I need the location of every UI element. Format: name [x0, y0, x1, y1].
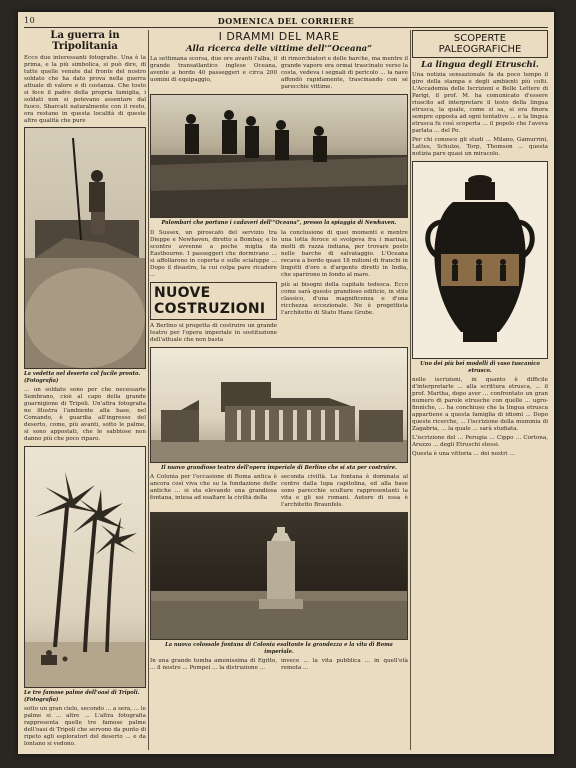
- palms-photo-drawing: [25, 447, 145, 687]
- article-text: L'iscrizione del ... Perugia ... Cippo ... Cortona, Arezzo ... degli Etruschi stessi.: [412, 435, 548, 448]
- text-row: [150, 230, 408, 279]
- newspaper-title: DOMENICA DEL CORRIERE: [217, 16, 355, 26]
- section-heading: NUOVE COSTRUZIONI: [150, 282, 277, 320]
- photo-caption: Palombari che portano i cadaveri dell'“Oceana”, presso la spiaggia di Newhaven.: [161, 220, 397, 226]
- article-heading: La guerra in Tripolitania: [50, 30, 120, 52]
- article-text: seconda civiltà. La fontana è dominata al centro dalla lupa capitolina, ed alla base sono parecchie sculture rappresentanti la vita e gli usi romani. Autore di essa è l'architetto Braunfels.: [281, 474, 408, 508]
- page-number: 10: [24, 16, 36, 25]
- article-text: la conclusione di quei momenti e mentre una lotta feroce si svolgeva fra i marinai, molti di razza indiana, per trovare posto nelle barche di salvataggio. L'Oceana recava a bordo quasi 18 milioni di franchi in lingotti d'oro e d'argento diretti in India, che sparirono in fondo al mare.: [281, 229, 408, 278]
- article-subheading: La lingua degli Etruschi.: [421, 60, 539, 70]
- text-row: [150, 56, 408, 91]
- column-paleography: [412, 30, 548, 750]
- article-heading: SCOPERTE PALEOGRAFICHE: [412, 30, 548, 58]
- article-heading: I DRAMMI DEL MARE: [218, 30, 340, 43]
- photo-fountain-cologne: [150, 512, 408, 640]
- text-row: [150, 658, 408, 672]
- article-text: La settimana scorsa, due ore avanti l'alba, il grande transatlantico inglese Oceana, avente a bordo 40 passeggeri e circa 200 uomini di equipaggio,: [150, 56, 277, 83]
- column-center: [150, 30, 408, 750]
- text-row: [150, 282, 408, 344]
- article-text: A Colonia per l'occasione di Roma antica è ancora così viva che su la fondazione delle antiche ... si sta elevando una grandiosa fontana, intesa ad esaltare la civiltà della: [150, 474, 277, 501]
- header-rule: [24, 27, 548, 28]
- article-text: Il Sussex, un piroscafo del servizio tra Dieppe e Newhaven, diretto a Bombay, e lo scontro avvenne a poche miglia da Eastbourne. I passeggeri che dormivano ... si affollarono in coperta e sulle scialuppe ... Dopo il disastro, la cui colpa pare ricadere ...: [150, 229, 277, 278]
- photo-caption: Le tre famose palme dell'oasi di Tripoli. (Fotografia): [24, 690, 140, 703]
- left-block: [150, 282, 277, 344]
- vase-photo-drawing: [413, 162, 547, 358]
- opera-photo-drawing: [151, 348, 408, 462]
- sentry-photo-drawing: [25, 128, 145, 368]
- article-text: invece ... la vita pubblica ... in quell'età remota ...: [281, 658, 408, 671]
- article-text: In una grande tomba amenissima di Egitto, ... il nostro ... Pompei ... la distruzione ...: [150, 658, 277, 671]
- article-text: di rimorchiatori e delle barche, ma mentre il grande vapore era ormai trascinato verso la costa, vedeva i segnali di pericolo ... la nave affondò rapidamente, trascinando con sé parecchie vittime.: [281, 56, 408, 90]
- article-text: Questa è una vittoria ... dei nostri ...: [412, 451, 515, 457]
- article-text: sotto un gran cielo, secondo ... a sera, ... le palme si ... altre ... L'altra fotografia rappresenta quelle tre famose palme dell'oasi di Tripoli che servono da punto di ripeto agli esploratori del deserto ... e da lontano si vedono.: [24, 706, 146, 747]
- column-divider: [410, 30, 411, 750]
- article-text: A Berlino si progetta di costruire un grande teatro per l'opera imperiale in sostituzione dell'attuale che non basta: [150, 322, 277, 343]
- photo-caption: La nuova colossale fontana di Colonia esaltante la grandezza e la vita di Roma imperiale.: [165, 642, 393, 655]
- divers-photo-drawing: [151, 95, 408, 217]
- photo-caption: La vedetta nel deserto col fucile pronto. (Fotografia): [24, 371, 141, 384]
- article-text: Ecco due interessanti fotografie. Una è la prima, e la più simbolica, si può dire, di tutte quelle venute dal fronte del nostro soldato che ha dato prova nella guerra attuale di valore e di costanza. Che tosto si fece il padre della propria famiglia, i soldati non si potevano assentare dal fuoco. Sbarcati naturalmente con il resto, ora restano in questa località di queste altre qualità che pure: [24, 55, 146, 124]
- photo-caption: Uno dei più bei modelli di vaso tuscanico etrusco.: [420, 361, 540, 374]
- article-text: più ai bisogni della capitale tedesca. Ecco come sarà questo grandioso edificio, in stile classico, d'una magnificenza e d'una ricchezza eccezionale. Ne è progettista l'architetto di Stato Hans Grube.: [281, 281, 408, 316]
- fountain-photo-drawing: [151, 513, 408, 639]
- column-divider: [148, 30, 149, 750]
- photo-oceana-divers: [150, 94, 408, 218]
- photo-etruscan-vase: [412, 161, 548, 359]
- photo-palms: [24, 446, 146, 688]
- article-subheading: Alla ricerca delle vittime dell'“Oceana”: [185, 44, 373, 54]
- photo-caption: Il nuovo grandioso teatro dell'opera imperiale di Berlino che si sta per costruire.: [161, 464, 397, 471]
- page-header: [24, 15, 548, 27]
- article-text: ... un soldato sono per che necessarie Sembrano, cioè al capo della grande guarnigione di Tripoli. Un'altra fotografia ne illustra l'ambiente alla base, nel Comando, è guardia all'ingresso del deserto, come, più avanti, sotto le palme, si sono appostati, che le sabbiose non danno più che poco riparo.: [24, 387, 146, 442]
- photo-sentry: [24, 127, 146, 369]
- article-text: Per chi conosce gli studi ... Milano, Gamurrini, Lattes, Schulze, Torp, Thomson ... questa notizia pare quasi un miracolo.: [412, 137, 548, 157]
- text-row: [150, 474, 408, 509]
- column-tripolitania: [24, 30, 146, 750]
- article-text: nelle iscrizioni, in quanto è difficile d'interpretarle ... alla scrittura etrusca, ... il prof. Martha, dopo aver ... confrontato un gran numero di parole etrusche con quelle ... ugro-finniche, ... ha conchiuso che la lingua etrusca appartiene a questa famiglia di idiomi ... Dopo queste ricerche, ... l'iscrizione della mummia di Zagabria, ... la quale ... sarà studiata.: [412, 377, 548, 432]
- photo-opera-berlin: [150, 347, 408, 463]
- article-text: Una notizia sensazionale fa da poco tempo il giro della stampa e degli ambienti più colti. L'Accademia delle Iscrizioni e Belle Lettere di Parigi, il prof. M. ha comunicato d'essere riuscito ad interpretare il testo della lingua etrusca, la quale, come si sa, si era finora sempre opposta ad ogni tentativo ... e la lingua etrusca fu così scoperta ... il popolo che l'aveva parlata ... del Po.: [412, 72, 548, 134]
- newspaper-page: [18, 12, 554, 754]
